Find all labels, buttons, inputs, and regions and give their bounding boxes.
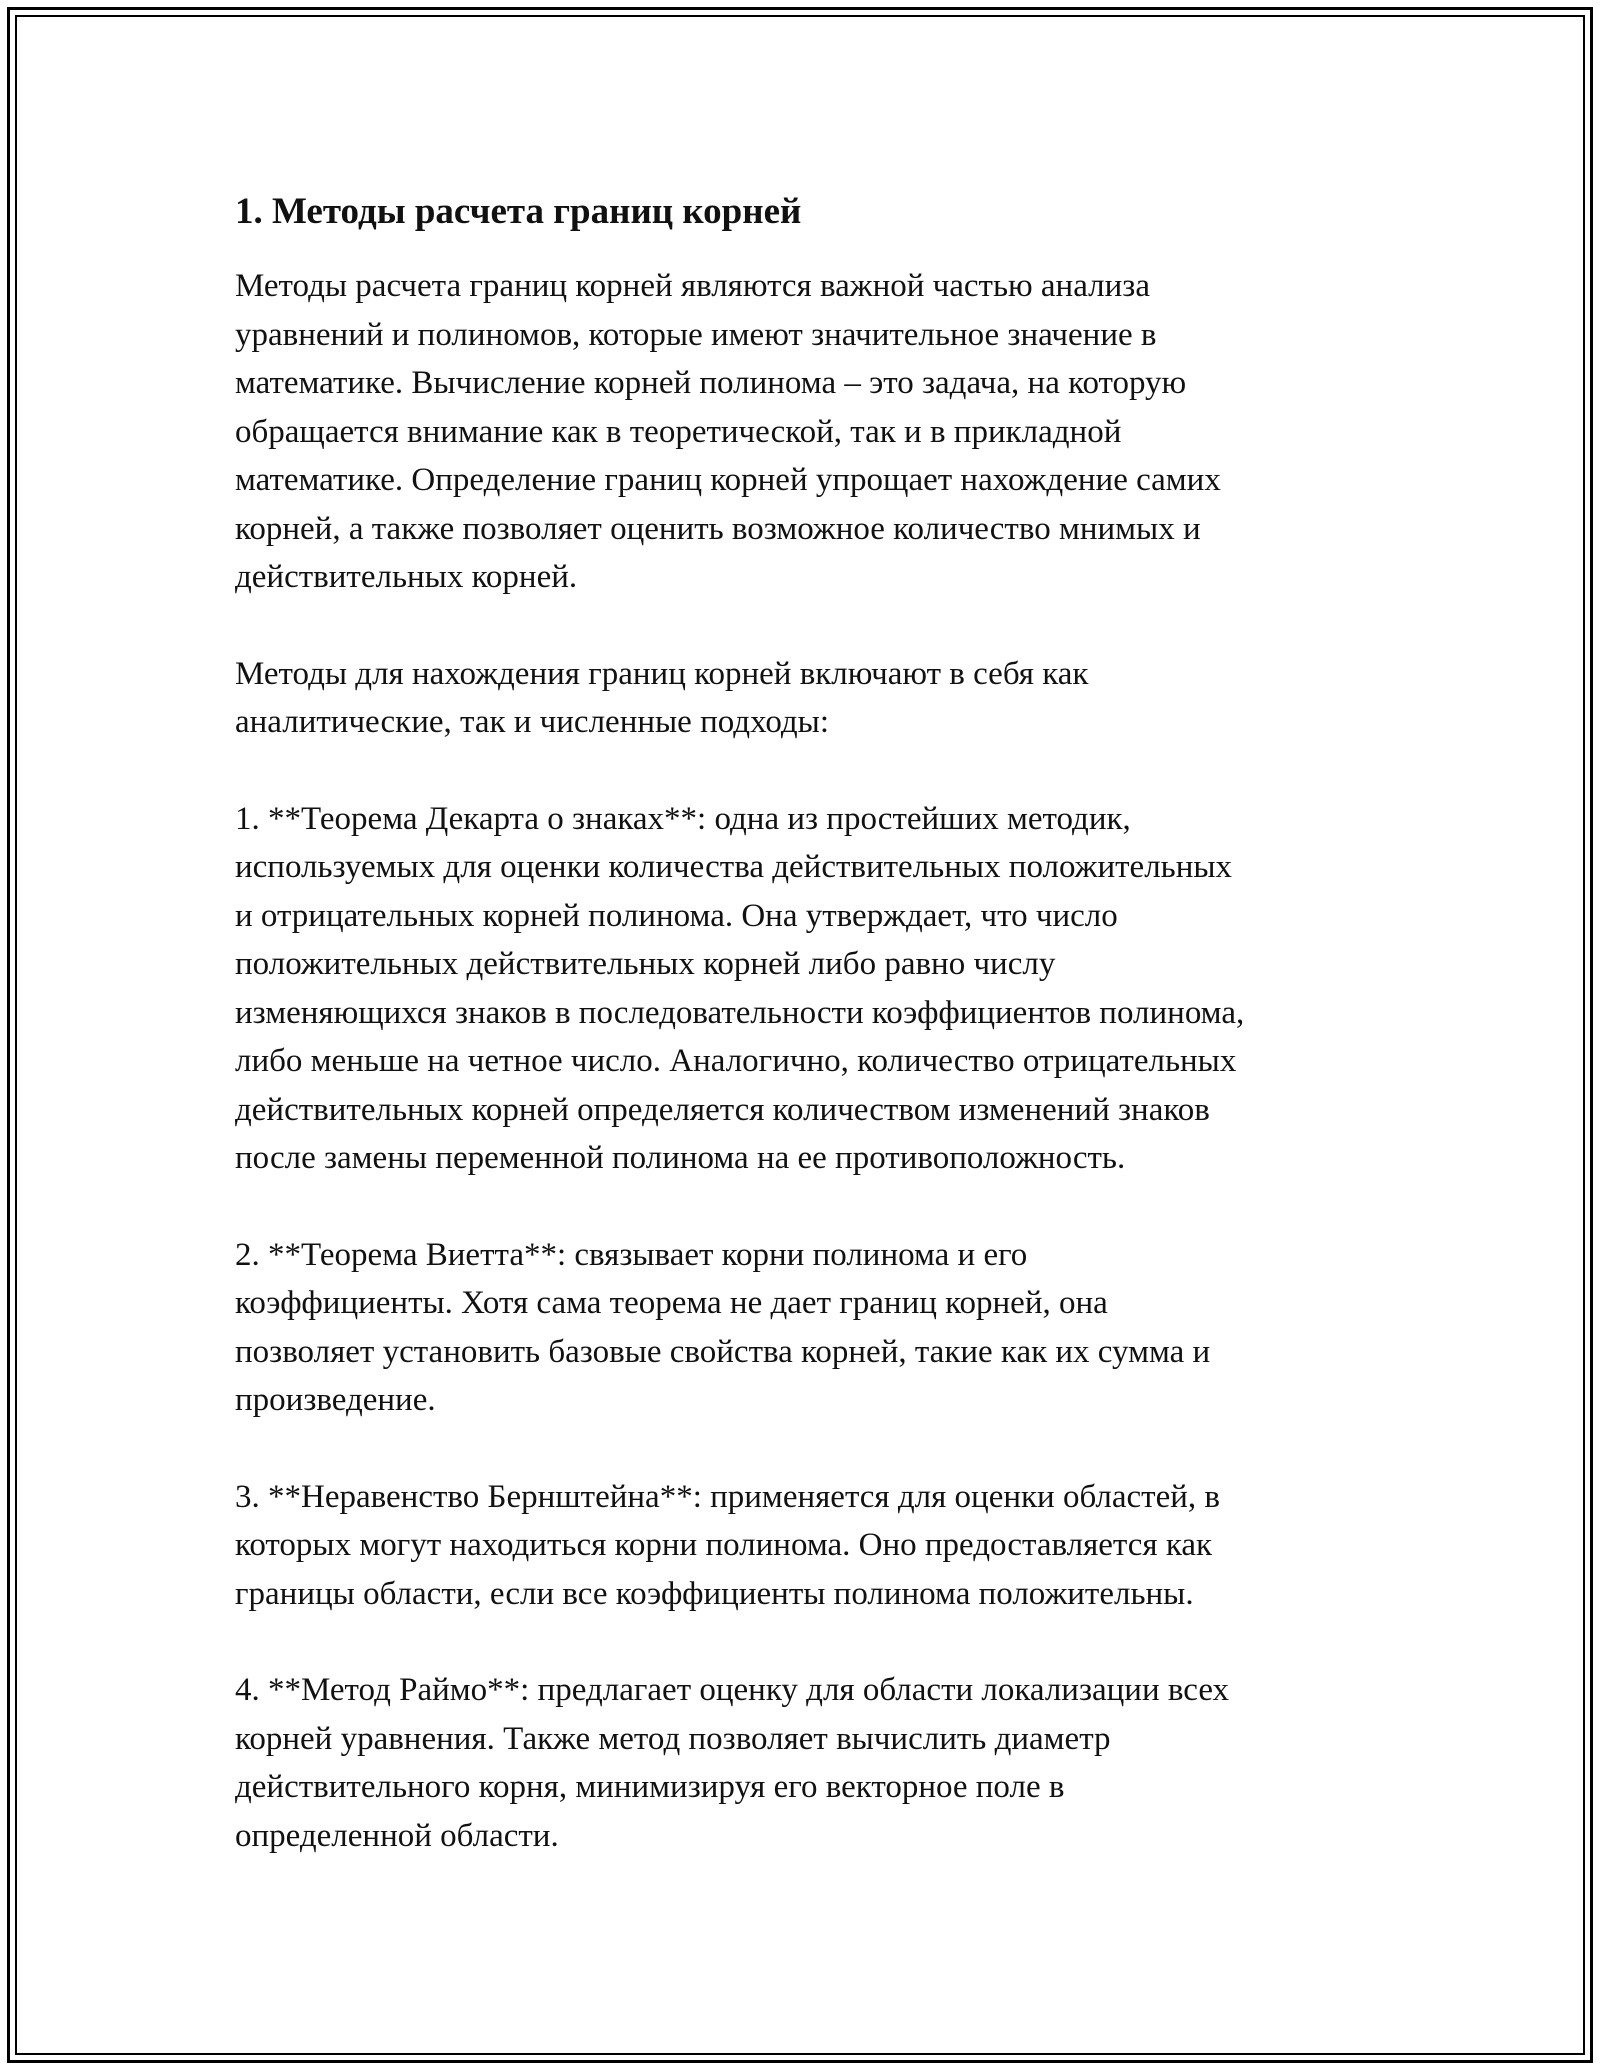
text-line: обращается внимание как в теоретической, так и в прикладной xyxy=(235,413,1122,450)
list-item-descartes xyxy=(235,795,1385,1183)
text-line: Методы для нахождения границ корней включают в себя как xyxy=(235,655,1089,692)
text-line: и отрицательных корней полинома. Она утверждает, что число xyxy=(235,897,1118,934)
text-line: изменяющихся знаков в последовательности коэффициентов полинома, xyxy=(235,994,1245,1031)
list-item-raimo xyxy=(235,1666,1385,1860)
text-line: действительного корня, минимизируя его векторное поле в xyxy=(235,1769,1065,1805)
text-line: математике. Вычисление корней полинома – это задача, на которую xyxy=(235,365,1187,401)
text-line: действительных корней определяется количеством изменений знаков xyxy=(235,1091,1210,1128)
text-line: либо меньше на четное число. Аналогично, количество отрицательных xyxy=(235,1043,1237,1079)
text-line: определенной области. xyxy=(235,1817,559,1854)
text-line: после замены переменной полинома на ее противоположность. xyxy=(235,1140,1126,1176)
text-line: произведение. xyxy=(235,1382,436,1418)
text-line: 1. **Теорема Декарта о знаках**: одна из простейших методик, xyxy=(235,800,1131,837)
document-body xyxy=(235,188,1385,1908)
text-line: корней, а также позволяет оценить возможное количество мнимых и xyxy=(235,510,1201,547)
text-line: положительных действительных корней либо равно числу xyxy=(235,946,1056,982)
text-line: границы области, если все коэффициенты полинома положительны. xyxy=(235,1575,1194,1612)
paragraph-intro xyxy=(235,262,1385,602)
text-line: позволяет установить базовые свойства корней, такие как их сумма и xyxy=(235,1333,1211,1370)
text-line: используемых для оценки количества действительных положительных xyxy=(235,849,1233,885)
section-heading: 1. Методы расчета границ корней xyxy=(235,191,802,232)
text-line: 3. **Неравенство Бернштейна**: применяется для оценки областей, в xyxy=(235,1478,1220,1515)
text-line: корней уравнения. Также метод позволяет вычислить диаметр xyxy=(235,1720,1111,1757)
list-item-vieta xyxy=(235,1231,1385,1425)
text-line: которых могут находиться корни полинома. Оно предоставляется как xyxy=(235,1527,1213,1563)
text-line: действительных корней. xyxy=(235,559,578,595)
text-line: аналитические, так и численные подходы: xyxy=(235,704,829,740)
text-line: 2. **Теорема Виетта**: связывает корни полинома и его xyxy=(235,1236,1028,1273)
text-line: уравнений и полиномов, которые имеют значительное значение в xyxy=(235,316,1157,353)
text-line: коэффициенты. Хотя сама теорема не дает границ корней, она xyxy=(235,1285,1108,1321)
text-line: Методы расчета границ корней являются важной частью анализа xyxy=(235,268,1150,304)
text-line: математике. Определение границ корней упрощает нахождение самих xyxy=(235,462,1221,498)
list-item-bernstein xyxy=(235,1473,1385,1619)
paragraph-methods-intro xyxy=(235,650,1385,747)
text-line: 4. **Метод Раймо**: предлагает оценку для области локализации всех xyxy=(235,1672,1230,1708)
